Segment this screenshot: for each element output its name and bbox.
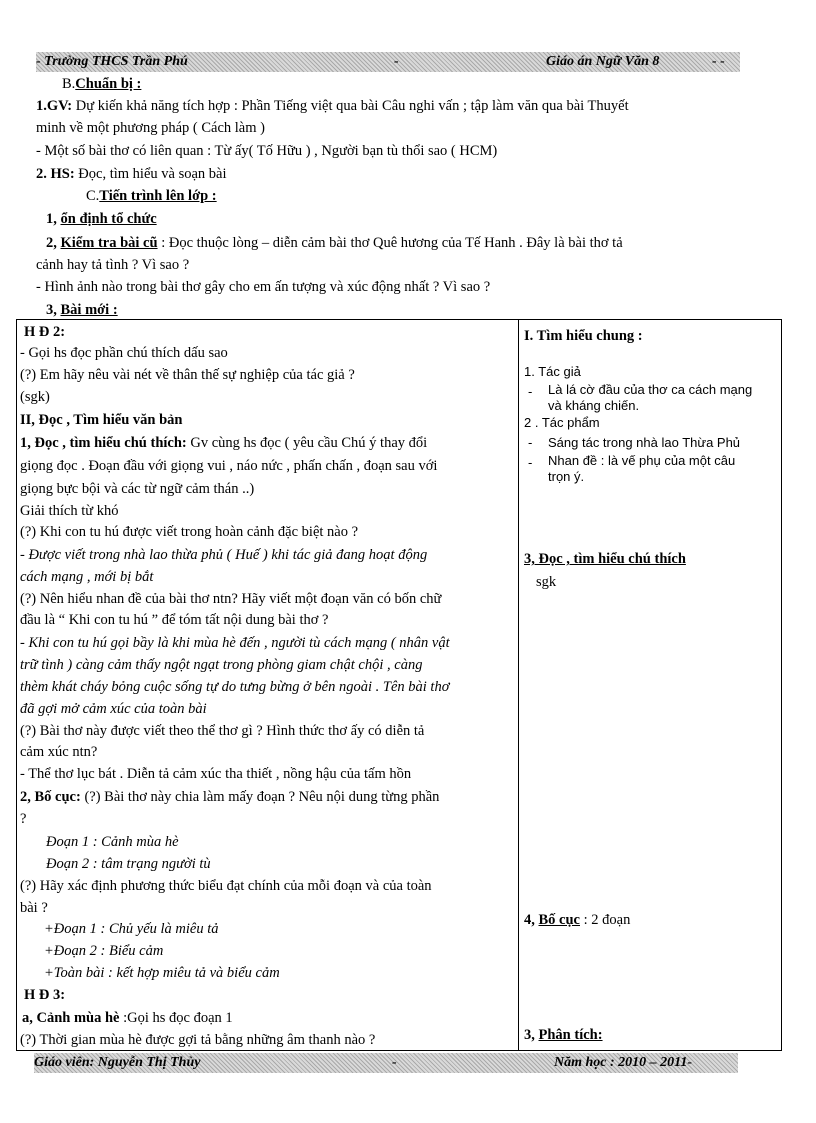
prep-gv-line-1: 1.GV: Dự kiến khả năng tích hợp : Phần Tiếng việt qua bài Câu nghi vấn ; tập làm văn qua bài Thuyết xyxy=(36,98,629,114)
page-header xyxy=(36,52,740,72)
left-line: bài ? xyxy=(20,900,48,916)
header-subject: Giáo án Ngữ Văn 8 xyxy=(546,54,660,69)
prep-gv-line-2: minh về một phương pháp ( Cách làm ) xyxy=(36,120,265,136)
right-heading-reading: 3, Đọc , tìm hiểu chú thích xyxy=(524,551,686,567)
left-line: thèm khát cháy bỏng cuộc sống tự do tưng bừng ở bên ngoài . Tên bài thơ xyxy=(20,679,450,695)
left-line: - Khi con tu hú gọi bầy là khi mùa hè đến , người tù cách mạng ( nhân vật xyxy=(20,635,450,651)
prep-hs-line: 2. HS: Đọc, tìm hiểu và soạn bài xyxy=(36,166,227,182)
left-line: Giải thích từ khó xyxy=(20,503,119,519)
left-line: (?) Em hãy nêu vài nét về thân thế sự nghiệp của tác giả ? xyxy=(20,367,355,383)
left-line: 1, Đọc , tìm hiểu chú thích: Gv cùng hs đọc ( yêu cầu Chú ý thay đổi xyxy=(20,435,428,451)
left-line: +Đoạn 1 : Chủ yếu là miêu tả xyxy=(44,921,219,937)
process-step-2-line-2: cảnh hay tả tình ? Vì sao ? xyxy=(36,257,190,273)
footer-dash: - xyxy=(392,1055,397,1070)
left-line: a, Cảnh mùa hè :Gọi hs đọc đoạn 1 xyxy=(22,1010,233,1026)
process-step-2-line-3: - Hình ảnh nào trong bài thơ gây cho em ấn tượng và xúc động nhất ? Vì sao ? xyxy=(36,279,491,295)
left-line: Đoạn 1 : Cảnh mùa hè xyxy=(46,834,179,850)
process-step-2: 2, Kiểm tra bài cũ : Đọc thuộc lòng – diễn cảm bài thơ Quê hương của Tế Hanh . Đây là bài thơ tả xyxy=(46,235,623,251)
process-heading: C.Tiến trình lên lớp : xyxy=(86,188,217,204)
footer-year: Năm học : 2010 – 2011- xyxy=(554,1055,693,1070)
left-line: - Được viết trong nhà lao thừa phủ ( Huế ) khi tác giả đang hoạt động xyxy=(20,547,428,563)
left-line: (?) Thời gian mùa hè được gợi tả bằng những âm thanh nào ? xyxy=(20,1032,376,1048)
left-line: - Thể thơ lục bát . Diễn tả cảm xúc tha thiết , nồng hậu của tấm hồn xyxy=(20,766,412,782)
header-trail: - - xyxy=(712,54,725,69)
left-line: +Đoạn 2 : Biểu cảm xyxy=(44,943,164,959)
prep-heading: B.Chuẩn bị : xyxy=(62,76,142,92)
left-line: (?) Khi con tu hú được viết trong hoàn cảnh đặc biệt nào ? xyxy=(20,524,359,540)
right-heading-overview: I. Tìm hiểu chung : xyxy=(524,328,643,344)
prep-gv-line-3: - Một số bài thơ có liên quan : Từ ấy( Tố Hữu ) , Người bạn tù thổi sao ( HCM) xyxy=(36,143,498,159)
activity-2-label: H Đ 2: xyxy=(24,324,66,340)
section-2-heading: II, Đọc , Tìm hiểu văn bản xyxy=(20,412,183,428)
right-line: sgk xyxy=(536,574,557,590)
left-line: - Gọi hs đọc phần chú thích dấu sao xyxy=(20,345,228,361)
left-line: trữ tình ) càng cảm thấy ngột ngạt trong phòng giam chật chội , càng xyxy=(20,657,423,673)
right-line: Là lá cờ đầu của thơ ca cách mạng xyxy=(548,382,753,397)
right-line: 1. Tác giả xyxy=(524,364,581,379)
right-line: Nhan đề : là vế phụ của một câu xyxy=(548,453,736,468)
left-line: đã gợi mở cảm xúc của toàn bài xyxy=(20,701,207,717)
left-line: (?) Nên hiểu nhan đề của bài thơ ntn? Hãy viết một đoạn văn có bốn chữ xyxy=(20,591,442,607)
left-line: giọng bực bội và các từ ngữ cảm thán ..) xyxy=(20,481,255,497)
left-line: Đoạn 2 : tâm trạng người tù xyxy=(46,856,211,872)
header-dash: - xyxy=(394,54,399,69)
footer-teacher: Giáo viên: Nguyễn Thị Thùy xyxy=(34,1055,201,1070)
left-line: cách mạng , mới bị bắt xyxy=(20,569,154,585)
left-line: đầu là “ Khi con tu hú ” để tóm tất nội dung bài thơ ? xyxy=(20,612,329,628)
right-line: Sáng tác trong nhà lao Thừa Phủ xyxy=(548,435,741,450)
right-line: 2 . Tác phẩm xyxy=(524,415,600,430)
left-line: (?) Bài thơ này được viết theo thể thơ gì ? Hình thức thơ ấy có diễn tả xyxy=(20,723,425,739)
process-step-1: 1, ổn định tổ chức xyxy=(46,211,157,227)
header-school: - Trường THCS Trần Phú xyxy=(36,54,188,69)
left-line: (sgk) xyxy=(20,389,50,405)
left-line: giọng đọc . Đoạn đầu với giọng vui , náo nức , phấn chấn , đoạn sau với xyxy=(20,458,438,474)
left-line: ? xyxy=(20,811,27,827)
left-line: (?) Hãy xác định phương thức biểu đạt chính của mỗi đoạn và của toàn xyxy=(20,878,432,894)
right-line: trọn ý. xyxy=(548,469,585,484)
page-footer xyxy=(34,1053,738,1073)
process-step-3: 3, Bài mới : xyxy=(46,302,118,318)
left-line: +Toàn bài : kết hợp miêu tả và biểu cảm xyxy=(44,965,280,981)
table-column-divider xyxy=(518,319,519,1051)
right-line: và kháng chiến. xyxy=(548,398,640,413)
left-line: cảm xúc ntn? xyxy=(20,744,98,760)
right-heading-structure: 4, Bố cục : 2 đoạn xyxy=(524,912,631,928)
right-heading-analysis: 3, Phân tích: xyxy=(524,1027,603,1043)
activity-3-label: H Đ 3: xyxy=(24,987,66,1003)
bullet-dash: - xyxy=(528,455,533,470)
bullet-dash: - xyxy=(528,435,533,450)
bullet-dash: - xyxy=(528,384,533,399)
left-line: 2, Bố cục: (?) Bài thơ này chia làm mấy đoạn ? Nêu nội dung từng phần xyxy=(20,789,440,805)
